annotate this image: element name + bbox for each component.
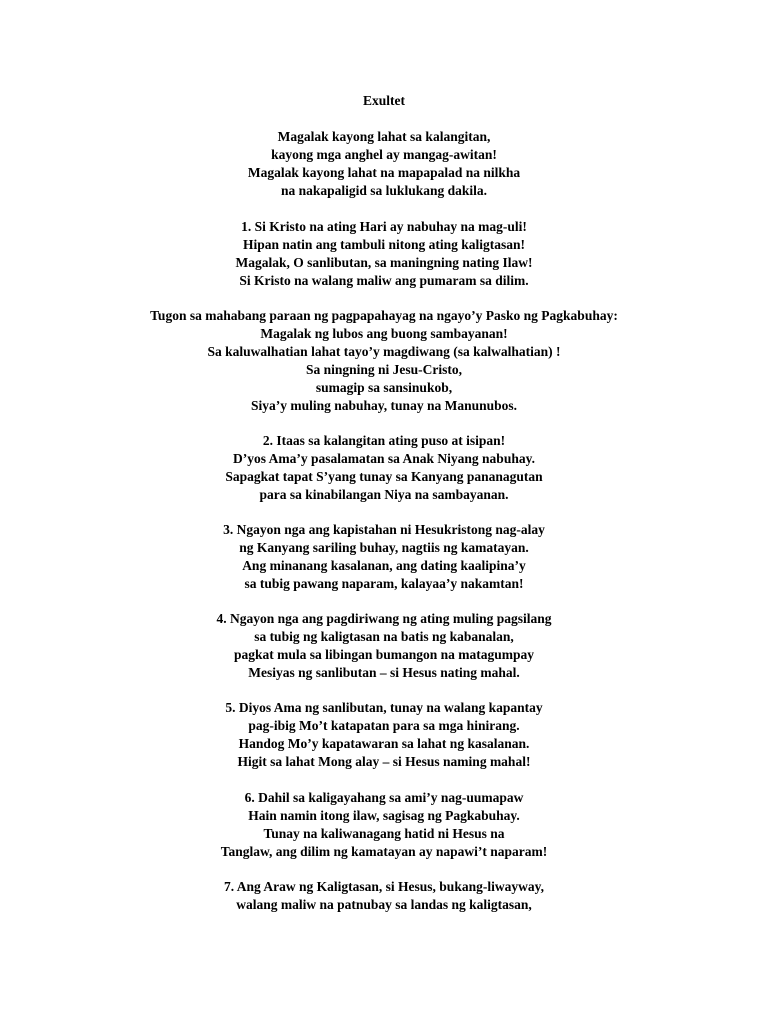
verse-line: Hipan natin ang tambuli nitong ating kaligtasan! [242,237,526,252]
verse-line: 7. Ang Araw ng Kaligtasan, si Hesus, bukang-liwayway, [224,879,544,894]
verse-line: Sapagkat tapat S’yang tunay sa Kanyang pananagutan [225,469,543,484]
verse-line: kayong mga anghel ay mangag-awitan! [271,147,497,162]
verse-line: Tugon sa mahabang paraan ng pagpapahayag na ngayo’y Pasko ng Pagkabuhay: [150,308,618,323]
verse-line: Tunay na kaliwanagang hatid ni Hesus na [263,826,505,841]
verse-line: Magalak kayong lahat sa kalangitan, [277,129,491,144]
verse-line: sa tubig ng kaligtasan na batis ng kabanalan, [254,629,514,644]
stanza-4 [0,610,768,682]
verse-line: walang maliw na patnubay sa landas ng kaligtasan, [236,897,532,912]
verse-line: 6. Dahil sa kaligayahang sa ami’y nag-uumapaw [244,790,524,805]
verse-line: ng Kanyang sariling buhay, nagtiis ng kamatayan. [239,540,529,555]
verse-line: Magalak kayong lahat na mapapalad na nilkha [247,165,521,180]
stanza-refrain [0,307,768,415]
verse-line: 2. Itaas sa kalangitan ating puso at isipan! [262,433,506,448]
verse-line: Siya’y muling nabuhay, tunay na Manunubos. [251,398,517,413]
stanza-intro [0,128,768,200]
verse-line: D’yos Ama’y pasalamatan sa Anak Niyang nabuhay. [233,451,535,466]
verse-line: sumagip sa sansinukob, [315,380,453,395]
page-title: Exultet [363,93,405,108]
verse-line: 4. Ngayon nga ang pagdiriwang ng ating muling pagsilang [216,611,552,626]
stanza-5 [0,699,768,771]
verse-line: Ang minanang kasalanan, ang dating kaalipina’y [242,558,526,573]
verse-line: 5. Diyos Ama ng sanlibutan, tunay na walang kapantay [225,700,543,715]
verse-line: Higit sa lahat Mong alay – si Hesus naming mahal! [237,754,531,769]
stanza-3 [0,521,768,593]
verse-line: na nakapaligid sa luklukang dakila. [281,183,487,198]
verse-line: Handog Mo’y kapatawaran sa lahat ng kasalanan. [238,736,530,751]
verse-line: Magalak ng lubos ang buong sambayanan! [260,326,508,341]
stanza-6 [0,789,768,861]
verse-line: Sa kaluwalhatian lahat tayo’y magdiwang (sa kalwalhatian) ! [207,344,561,359]
verse-line: Tanglaw, ang dilim ng kamatayan ay napawi’t naparam! [220,844,548,859]
verse-line: sa tubig pawang naparam, kalayaa’y nakamtan! [244,576,524,591]
verse-line: Si Kristo na walang maliw ang pumaram sa dilim. [239,273,529,288]
stanza-7 [0,878,768,914]
verse-line: Hain namin itong ilaw, sagisag ng Pagkabuhay. [248,808,520,823]
verse-line: 3. Ngayon nga ang kapistahan ni Hesukristong nag-alay [223,522,545,537]
verse-line: pag-ibig Mo’t katapatan para sa mga hinirang. [248,718,520,733]
verse-line: Magalak, O sanlibutan, sa maningning nating Ilaw! [235,255,533,270]
verse-line: 1. Si Kristo na ating Hari ay nabuhay na mag-uli! [241,219,527,234]
stanza-1 [0,218,768,290]
verse-line: Mesiyas ng sanlibutan – si Hesus nating mahal. [248,665,520,680]
verse-line: Sa ningning ni Jesu-Cristo, [305,362,463,377]
stanza-2 [0,432,768,504]
verse-line: para sa kinabilangan Niya na sambayanan. [259,487,509,502]
verse-line: pagkat mula sa libingan bumangon na matagumpay [233,647,535,662]
